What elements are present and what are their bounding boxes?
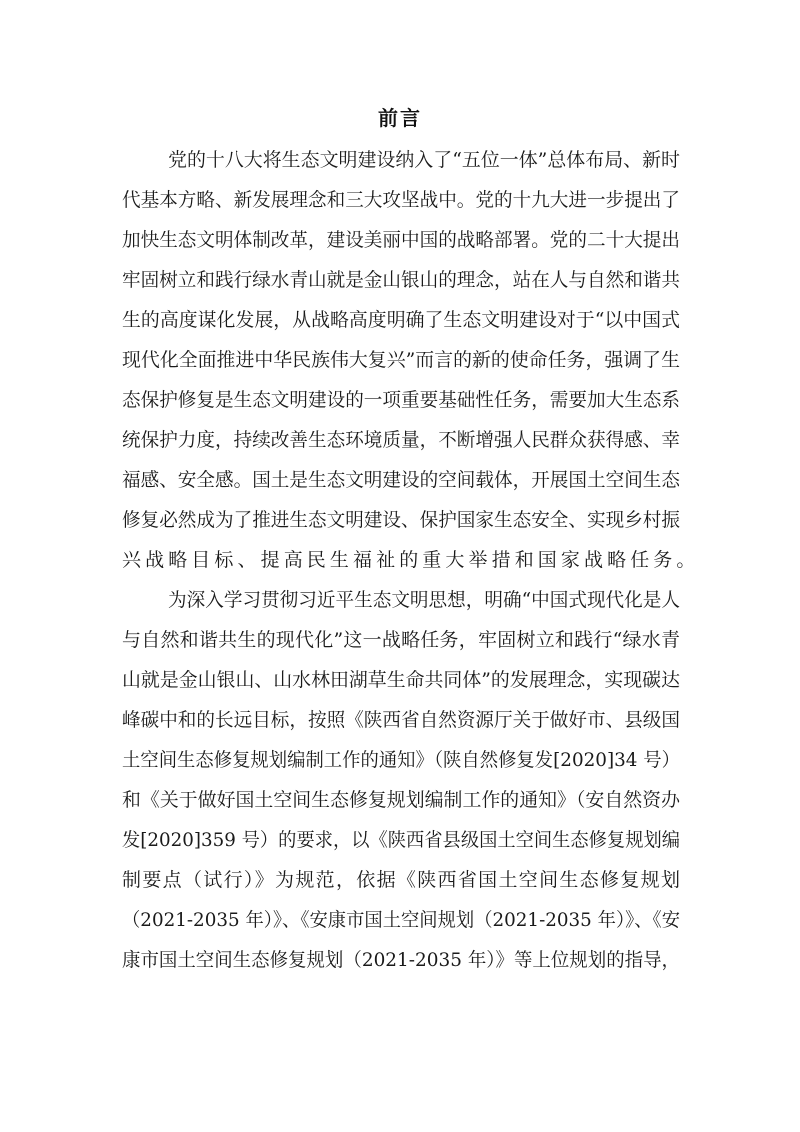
- text-line: 福感、安全感。国土是生态文明建设的空间载体，开展国土空间生态: [122, 469, 680, 491]
- text-line: 发[2020]359 号）的要求，以《陕西省县级国土空间生态修复规划编: [122, 829, 680, 851]
- paragraph-1: [122, 140, 700, 580]
- text-line: 统保护力度，持续改善生态环境质量，不断增强人民群众获得感、幸: [122, 429, 680, 451]
- text-line: 态保护修复是生态文明建设的一项重要基础性任务，需要加大生态系: [122, 389, 680, 411]
- text-line: 土空间生态修复规划编制工作的通知》（陕自然修复发[2020]34 号）: [122, 749, 680, 771]
- text-line: 为深入学习贯彻习近平生态文明思想，明确“中国式现代化是人: [168, 589, 680, 611]
- text-line: 加快生态文明体制改革，建设美丽中国的战略部署。党的二十大提出: [122, 229, 680, 251]
- text-line: 和《关于做好国土空间生态修复规划编制工作的通知》（安自然资办: [122, 789, 680, 811]
- text-line: （2021-2035 年）》、《安康市国土空间规划（2021-2035 年）》、《安: [122, 909, 680, 931]
- paragraph-2: [122, 580, 680, 980]
- text-line: 康市国土空间生态修复规划（2021-2035 年）》等上位规划的指导，: [122, 949, 680, 971]
- text-line: 代基本方略、新发展理念和三大攻坚战中。党的十九大进一步提出了: [122, 189, 680, 211]
- text-line: 兴战略目标、提高民生福祉的重大举措和国家战略任务。: [122, 549, 700, 571]
- text-line: 与自然和谐共生的现代化”这一战略任务，牢固树立和践行“绿水青: [122, 629, 680, 651]
- document-body: [122, 140, 700, 980]
- text-line: 山就是金山银山、山水林田湖草生命共同体”的发展理念，实现碳达: [122, 669, 680, 691]
- text-line: 制要点（试行）》为规范，依据《陕西省国土空间生态修复规划: [122, 869, 680, 891]
- text-line: 峰碳中和的长远目标，按照《陕西省自然资源厅关于做好市、县级国: [122, 709, 680, 731]
- text-line: 现代化全面推进中华民族伟大复兴”而言的新的使命任务，强调了生: [122, 349, 680, 371]
- text-line: 牢固树立和践行绿水青山就是金山银山的理念，站在人与自然和谐共: [122, 269, 680, 291]
- text-line: 党的十八大将生态文明建设纳入了“五位一体”总体布局、新时: [168, 149, 680, 171]
- page-title: 前言: [378, 106, 422, 130]
- text-line: 生的高度谋化发展，从战略高度明确了生态文明建设对于“以中国式: [122, 309, 680, 331]
- text-line: 修复必然成为了推进生态文明建设、保护国家生态安全、实现乡村振: [122, 509, 680, 531]
